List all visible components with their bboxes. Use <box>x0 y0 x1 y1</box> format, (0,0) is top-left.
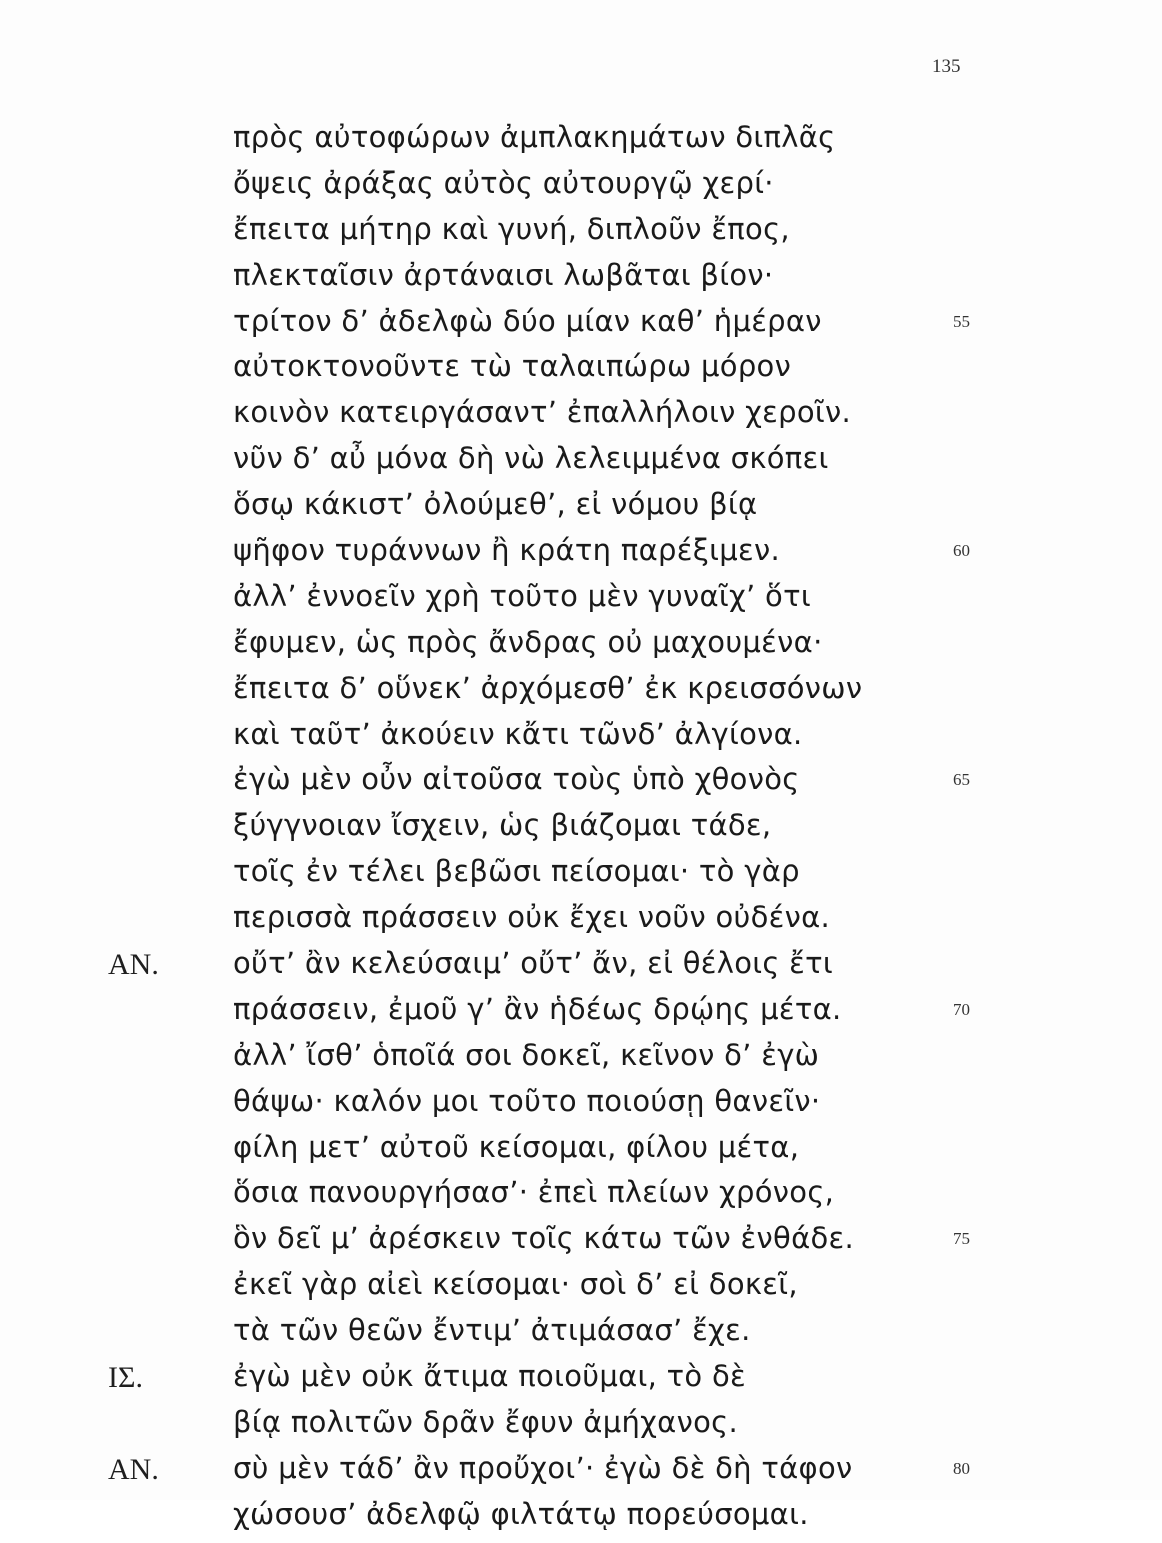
verse-line <box>0 900 1162 946</box>
verse-line <box>0 992 1162 1038</box>
verse-text: τὰ τῶν θεῶν ἔντιμ’ ἀτιμάσασ’ ἔχε. <box>233 1313 751 1348</box>
verse-line <box>0 533 1162 579</box>
verse-text: ἐγὼ μὲν οὐκ ἄτιμα ποιοῦμαι, τὸ δὲ <box>233 1359 746 1394</box>
line-number: 65 <box>953 770 970 790</box>
verse-text: ὅσῳ κάκιστ’ ὀλούμεθ’, εἰ νόμου βίᾳ <box>233 487 758 522</box>
verse-line <box>0 1451 1162 1497</box>
verse-line <box>0 854 1162 900</box>
line-number: 80 <box>953 1458 970 1478</box>
page-number: 135 <box>932 56 961 77</box>
verse-text: οὔτ’ ἂν κελεύσαιμ’ οὔτ’ ἄν, εἰ θέλοις ἔτι <box>233 946 834 981</box>
verse-line <box>0 212 1162 258</box>
verse-text: ὄψεις ἀράξας αὐτὸς αὐτουργῷ χερί· <box>233 165 774 200</box>
verse-text: αὐτοκτονοῦντε τὼ ταλαιπώρω μόρον <box>233 349 792 384</box>
line-number: 60 <box>953 541 970 561</box>
verse-line <box>0 1084 1162 1130</box>
verse-text: καὶ ταῦτ’ ἀκούειν κἄτι τῶνδ’ ἀλγίονα. <box>233 716 803 751</box>
verse-line <box>0 258 1162 304</box>
verse-text: φίλη μετ’ αὐτοῦ κείσομαι, φίλου μέτα, <box>233 1129 800 1164</box>
verse-text: τοῖς ἐν τέλει βεβῶσι πείσομαι· τὸ γὰρ <box>233 854 800 889</box>
verse-line <box>0 120 1162 166</box>
verse-line <box>0 1497 1162 1543</box>
verse-line <box>0 808 1162 854</box>
verse-text: ἀλλ’ ἐννοεῖν χρὴ τοῦτο μὲν γυναῖχ’ ὅτι <box>233 578 811 613</box>
verse-text: κοινὸν κατειργάσαντ’ ἐπαλλήλοιν χεροῖν. <box>233 395 852 430</box>
verse-text: ἐγὼ μὲν οὖν αἰτοῦσα τοὺς ὑπὸ χθονὸς <box>233 762 800 797</box>
verse-text: ἔπειτα δ’ οὕνεκ’ ἀρχόμεσθ’ ἐκ κρεισσόνων <box>233 670 863 705</box>
verse-line <box>0 1130 1162 1176</box>
verse-line <box>0 349 1162 395</box>
verse-text: βίᾳ πολιτῶν δρᾶν ἔφυν ἀμήχανος. <box>233 1404 738 1439</box>
verse-line <box>0 1038 1162 1084</box>
verse-text: πλεκταῖσιν ἀρτάναισι λωβᾶται βίον· <box>233 257 774 292</box>
verse-line <box>0 1267 1162 1313</box>
verse-line <box>0 1175 1162 1221</box>
verse-line <box>0 1221 1162 1267</box>
speaker-label: ΑΝ. <box>108 948 159 982</box>
verse-text: ὃν δεῖ μ’ ἀρέσκειν τοῖς κάτω τῶν ἐνθάδε. <box>233 1221 855 1256</box>
verse-text: χώσουσ’ ἀδελφῷ φιλτάτῳ πορεύσομαι. <box>233 1496 809 1531</box>
verse-text: ἐκεῖ γὰρ αἰεὶ κείσομαι· σοὶ δ’ εἰ δοκεῖ, <box>233 1267 798 1302</box>
verse-text: θάψω· καλόν μοι τοῦτο ποιούσῃ θανεῖν· <box>233 1083 821 1118</box>
verse-block <box>0 120 1162 1543</box>
verse-line <box>0 625 1162 671</box>
verse-text: ψῆφον τυράννων ἢ κράτη παρέξιμεν. <box>233 533 781 568</box>
verse-text: ξύγγνοιαν ἴσχειν, ὡς βιάζομαι τάδε, <box>233 808 772 843</box>
verse-line <box>0 762 1162 808</box>
speaker-label: ΑΝ. <box>108 1452 159 1486</box>
verse-line <box>0 487 1162 533</box>
verse-line <box>0 579 1162 625</box>
verse-line <box>0 441 1162 487</box>
verse-text: ἔφυμεν, ὡς πρὸς ἄνδρας οὐ μαχουμένα· <box>233 624 823 659</box>
verse-line <box>0 1405 1162 1451</box>
line-number: 55 <box>953 311 970 331</box>
verse-line <box>0 717 1162 763</box>
verse-text: πρὸς αὐτοφώρων ἀμπλακημάτων διπλᾶς <box>233 120 836 154</box>
verse-text: πράσσειν, ἐμοῦ γ’ ἂν ἡδέως δρῴης μέτα. <box>233 991 842 1026</box>
verse-line <box>0 1359 1162 1405</box>
verse-text: νῦν δ’ αὖ μόνα δὴ νὼ λελειμμένα σκόπει <box>233 441 829 476</box>
line-number: 75 <box>953 1229 970 1249</box>
line-number: 70 <box>953 999 970 1019</box>
speaker-label: ΙΣ. <box>108 1361 143 1395</box>
verse-line <box>0 946 1162 992</box>
verse-text: περισσὰ πράσσειν οὐκ ἔχει νοῦν οὐδένα. <box>233 900 831 935</box>
verse-text: τρίτον δ’ ἀδελφὼ δύο μίαν καθ’ ἡμέραν <box>233 303 822 338</box>
verse-line <box>0 671 1162 717</box>
verse-line <box>0 1313 1162 1359</box>
verse-line <box>0 304 1162 350</box>
verse-line <box>0 395 1162 441</box>
verse-text: σὺ μὲν τάδ’ ἂν προὔχοι’· ἐγὼ δὲ δὴ τάφον <box>233 1450 853 1485</box>
verse-text: ὅσια πανουργήσασ’· ἐπεὶ πλείων χρόνος, <box>233 1175 835 1210</box>
verse-text: ἔπειτα μήτηρ καὶ γυνή, διπλοῦν ἔπος, <box>233 211 790 246</box>
verse-text: ἀλλ’ ἴσθ’ ὁποῖά σοι δοκεῖ, κεῖνον δ’ ἐγὼ <box>233 1037 820 1072</box>
verse-line <box>0 166 1162 212</box>
